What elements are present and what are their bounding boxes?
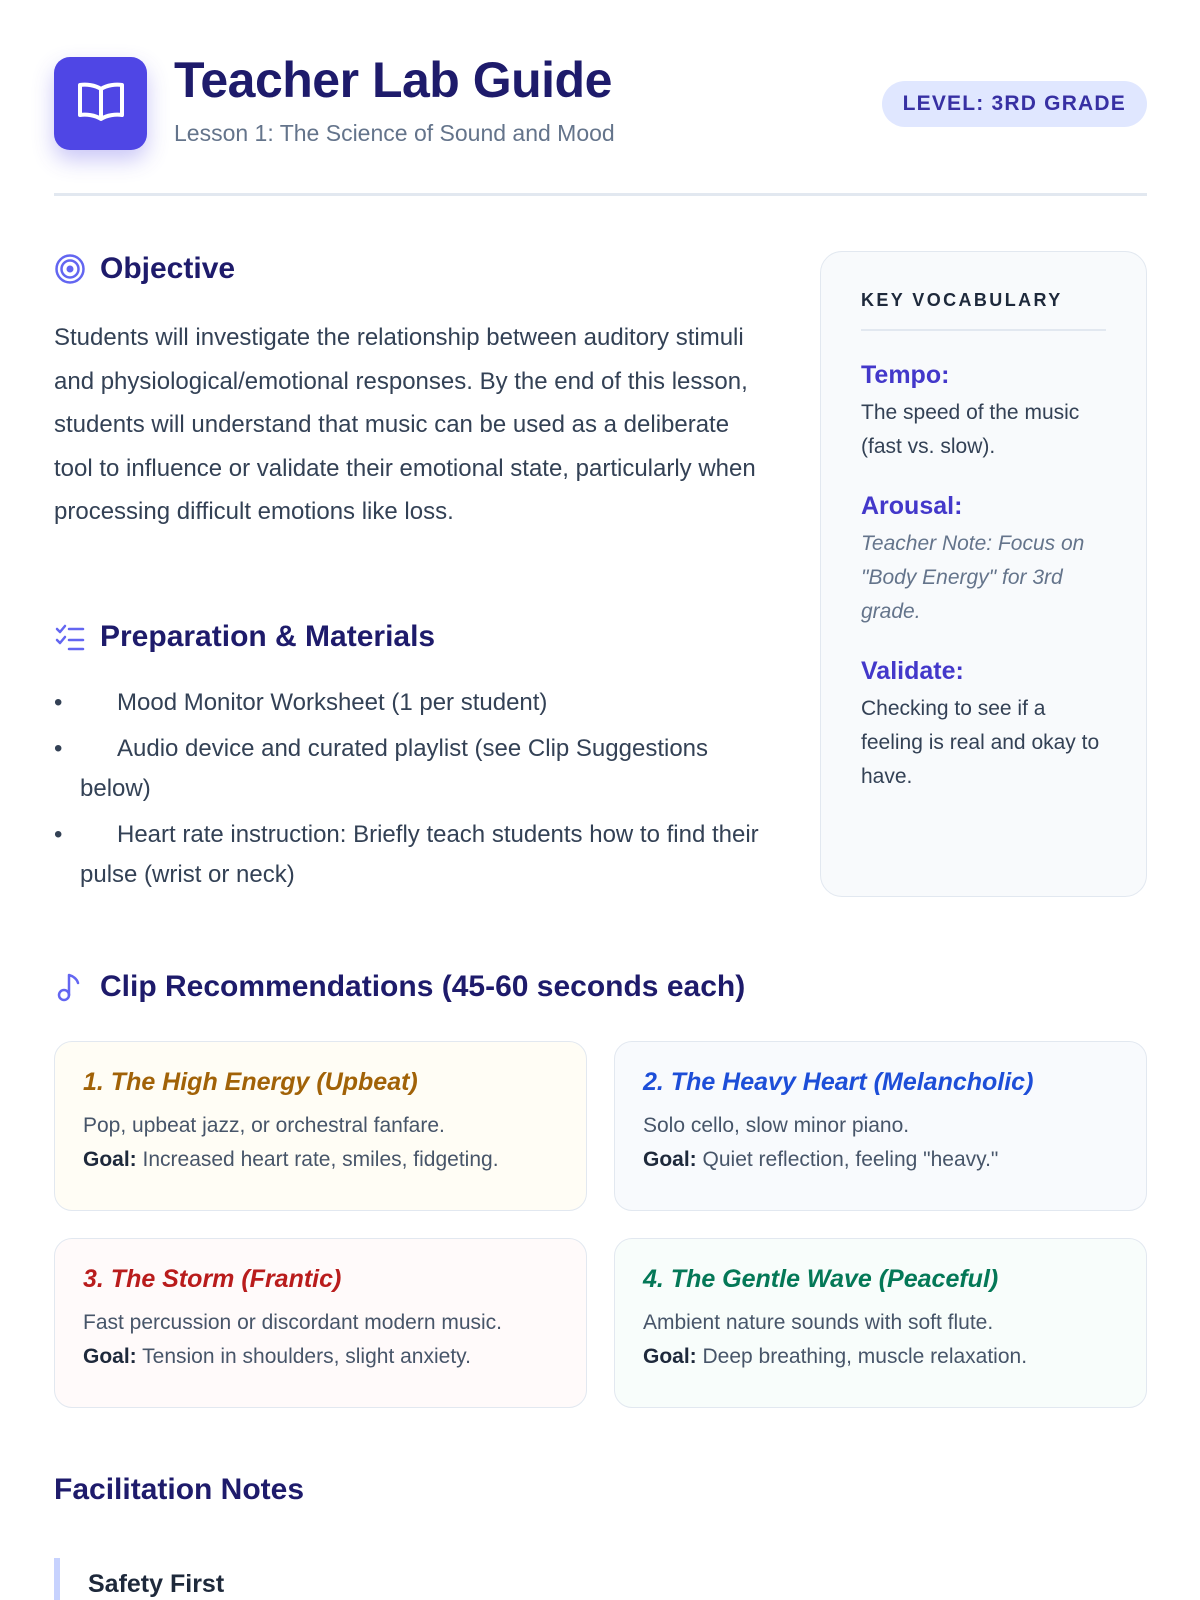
clip-card-gentle-wave	[614, 1238, 1147, 1408]
clip-goal: Goal: Increased heart rate, smiles, fidgeting.	[83, 1148, 499, 1171]
vocab-definition: Teacher Note: Focus on "Body Energy" for 3rd grade.	[861, 532, 1085, 623]
vocab-definition: Checking to see if a feeling is real and okay to have.	[861, 697, 1100, 788]
vocab-definition: The speed of the music (fast vs. slow).	[861, 401, 1080, 458]
clip-goal: Goal: Quiet reflection, feeling "heavy."	[643, 1148, 999, 1171]
list-item: • Heart rate instruction: Briefly teach students how to find their pulse (wrist or neck)	[54, 821, 759, 888]
clip-description: Ambient nature sounds with soft flute.	[643, 1311, 994, 1334]
vocabulary-title: KEY VOCABULARY	[861, 290, 1106, 331]
page-header	[54, 52, 1147, 197]
clip-card-high-energy	[54, 1041, 587, 1211]
list-item: • Audio device and curated playlist (see Clip Suggestions below)	[54, 735, 709, 802]
facilitation-heading: Facilitation Notes	[54, 1473, 305, 1506]
clip-goal: Goal: Tension in shoulders, slight anxiety.	[83, 1345, 471, 1368]
clip-card-heavy-heart	[614, 1041, 1147, 1211]
safety-title: Safety First	[88, 1570, 225, 1598]
music-note-icon	[54, 971, 86, 1003]
checklist-icon	[54, 621, 86, 653]
materials-heading-label: Preparation & Materials	[100, 620, 436, 653]
materials-list	[54, 683, 780, 901]
clip-title: 1. The High Energy (Upbeat)	[83, 1068, 418, 1096]
logo	[54, 57, 147, 150]
clip-goal: Goal: Deep breathing, muscle relaxation.	[643, 1345, 1028, 1368]
clip-description: Solo cello, slow minor piano.	[643, 1114, 910, 1137]
safety-note	[54, 1558, 654, 1600]
clip-description: Fast percussion or discordant modern music.	[83, 1311, 503, 1334]
page-title: Teacher Lab Guide	[174, 52, 612, 108]
vocab-term: Tempo:	[861, 361, 950, 389]
clip-card-storm	[54, 1238, 587, 1408]
list-item: • Mood Monitor Worksheet (1 per student)	[54, 689, 548, 716]
page-subtitle: Lesson 1: The Science of Sound and Mood	[174, 120, 615, 146]
objective-heading-label: Objective	[100, 252, 236, 285]
clip-title: 4. The Gentle Wave (Peaceful)	[643, 1265, 999, 1293]
open-book-icon	[76, 79, 126, 128]
vocab-term: Validate:	[861, 657, 964, 685]
level-badge: LEVEL: 3RD GRADE	[882, 81, 1147, 127]
vocab-term: Arousal:	[861, 492, 963, 520]
key-vocabulary-panel	[820, 251, 1147, 897]
clip-title: 2. The Heavy Heart (Melancholic)	[643, 1068, 1034, 1096]
clip-description: Pop, upbeat jazz, or orchestral fanfare.	[83, 1114, 445, 1137]
objective-text: Students will investigate the relationship between auditory stimuli and physiological/emotional responses. By the end of this lesson, students will understand that music can be used as a deliberate tool to influence or validate their emotional state, particularly when processing difficult emotions like loss.	[54, 324, 756, 525]
header-divider	[54, 193, 1147, 196]
clips-heading-label: Clip Recommendations (45-60 seconds each)	[100, 970, 746, 1003]
target-icon	[54, 253, 86, 285]
clip-title: 3. The Storm (Frantic)	[83, 1265, 342, 1293]
materials-heading	[54, 620, 435, 654]
clips-heading	[54, 970, 745, 1004]
objective-heading	[54, 252, 235, 286]
